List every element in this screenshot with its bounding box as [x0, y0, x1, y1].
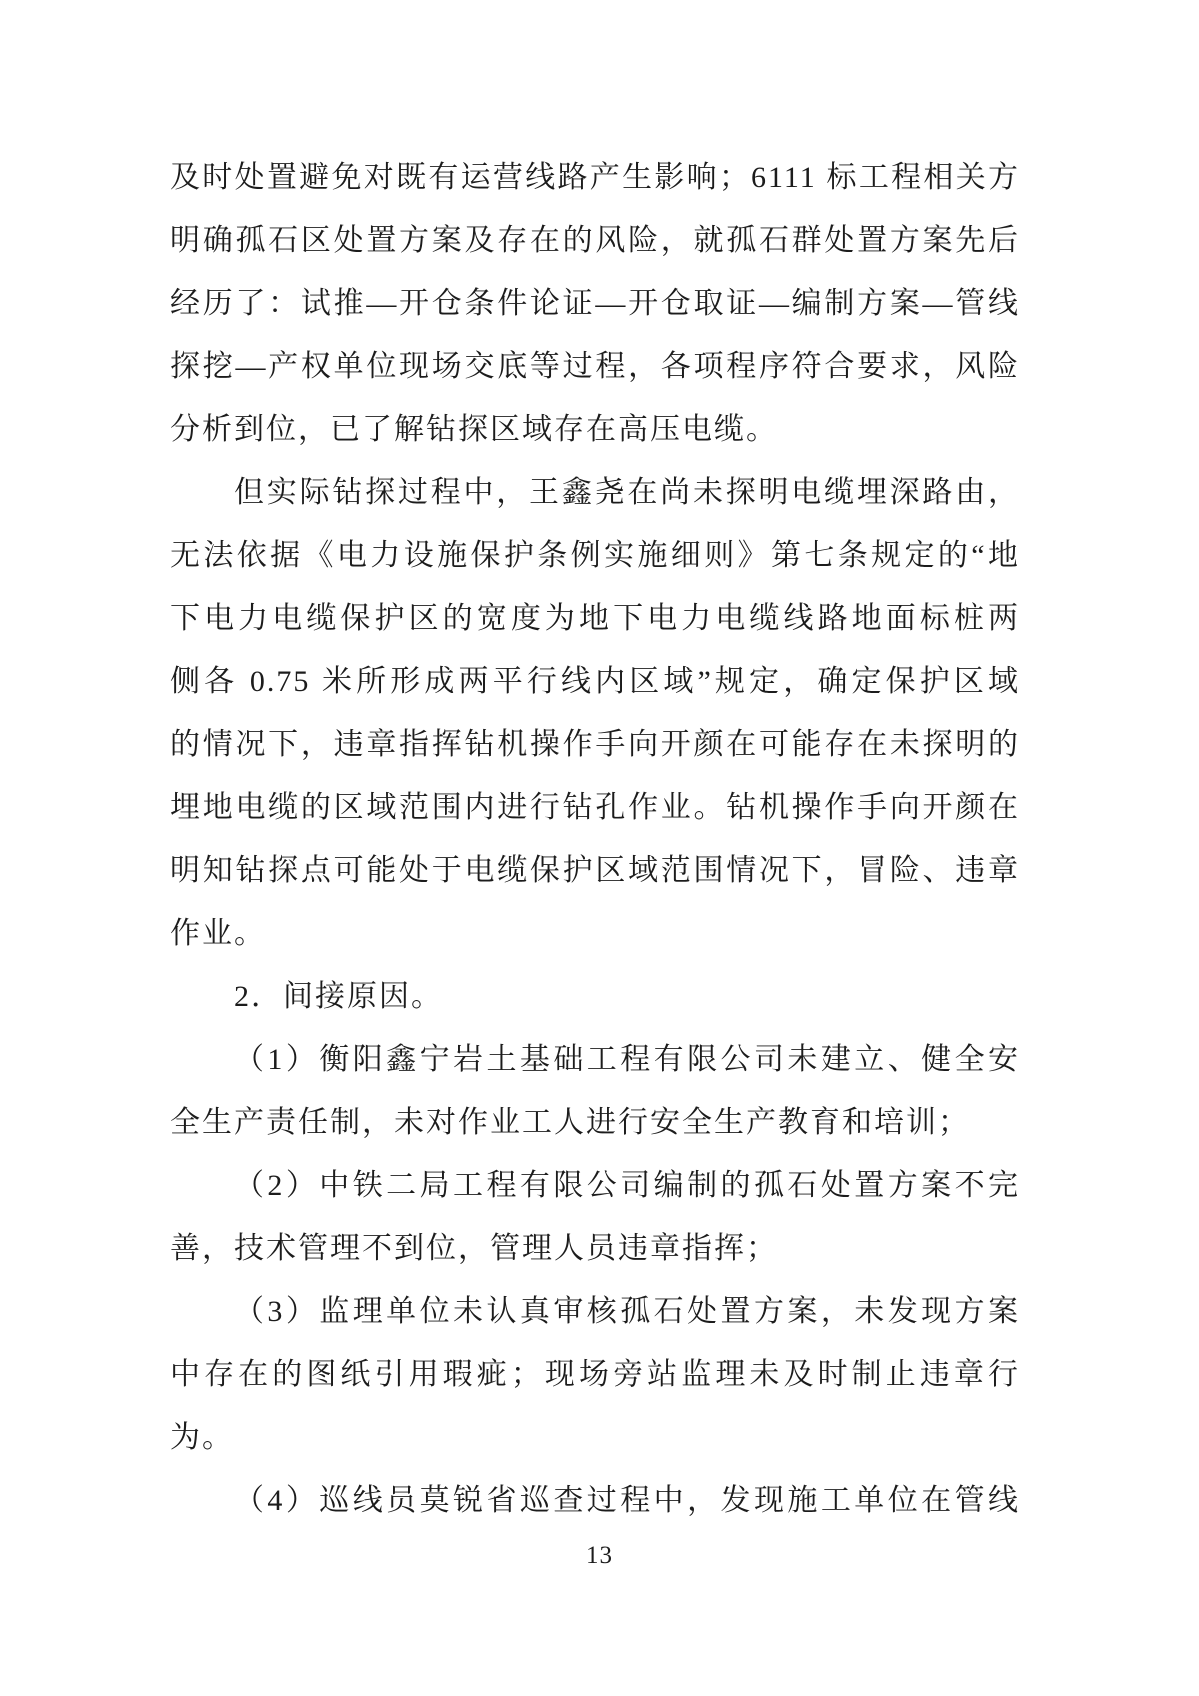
- text-line: （4）巡线员莫锐省巡查过程中，发现施工单位在管线: [234, 1484, 1020, 1517]
- text-line: 全生产责任制，未对作业工人进行安全生产教育和培训；: [170, 1106, 970, 1139]
- text-line: 及时处置避免对既有运营线路产生影响；6111 标工程相关方: [170, 161, 1020, 194]
- text-line: 作业。: [170, 917, 266, 950]
- text-line: 下电力电缆保护区的宽度为地下电力电缆线路地面标桩两: [170, 602, 1020, 635]
- text-line: 的情况下，违章指挥钻机操作手向开颜在可能存在未探明的: [170, 728, 1020, 761]
- text-line: （2）中铁二局工程有限公司编制的孤石处置方案不完: [234, 1169, 1020, 1202]
- text-line: 2．间接原因。: [234, 980, 443, 1013]
- body-text: [170, 146, 1020, 1532]
- text-line: 埋地电缆的区域范围内进行钻孔作业。钻机操作手向开颜在: [170, 791, 1020, 824]
- text-line: 善，技术管理不到位，管理人员违章指挥；: [170, 1232, 778, 1265]
- page-number: 13: [586, 1542, 613, 1569]
- text-line: 明确孤石区处置方案及存在的风险，就孤石群处置方案先后: [170, 224, 1020, 257]
- text-line: 明知钻探点可能处于电缆保护区域范围情况下，冒险、违章: [170, 854, 1020, 887]
- text-line: （3）监理单位未认真审核孤石处置方案，未发现方案: [234, 1295, 1020, 1328]
- text-line: 探挖—产权单位现场交底等过程，各项程序符合要求，风险: [170, 350, 1020, 383]
- text-line: （1）衡阳鑫宁岩土基础工程有限公司未建立、健全安: [234, 1043, 1020, 1076]
- text-line: 但实际钻探过程中，王鑫尧在尚未探明电缆埋深路由，: [234, 476, 1020, 509]
- text-line: 经历了：试推—开仓条件论证—开仓取证—编制方案—管线: [170, 287, 1020, 320]
- text-line: 为。: [170, 1421, 234, 1454]
- text-line: 侧各 0.75 米所形成两平行线内区域”规定，确定保护区域: [170, 665, 1020, 698]
- text-line: 分析到位，已了解钻探区域存在高压电缆。: [170, 413, 778, 446]
- text-line: 无法依据《电力设施保护条例实施细则》第七条规定的“地: [170, 539, 1020, 572]
- text-line: 中存在的图纸引用瑕疵；现场旁站监理未及时制止违章行: [170, 1358, 1020, 1391]
